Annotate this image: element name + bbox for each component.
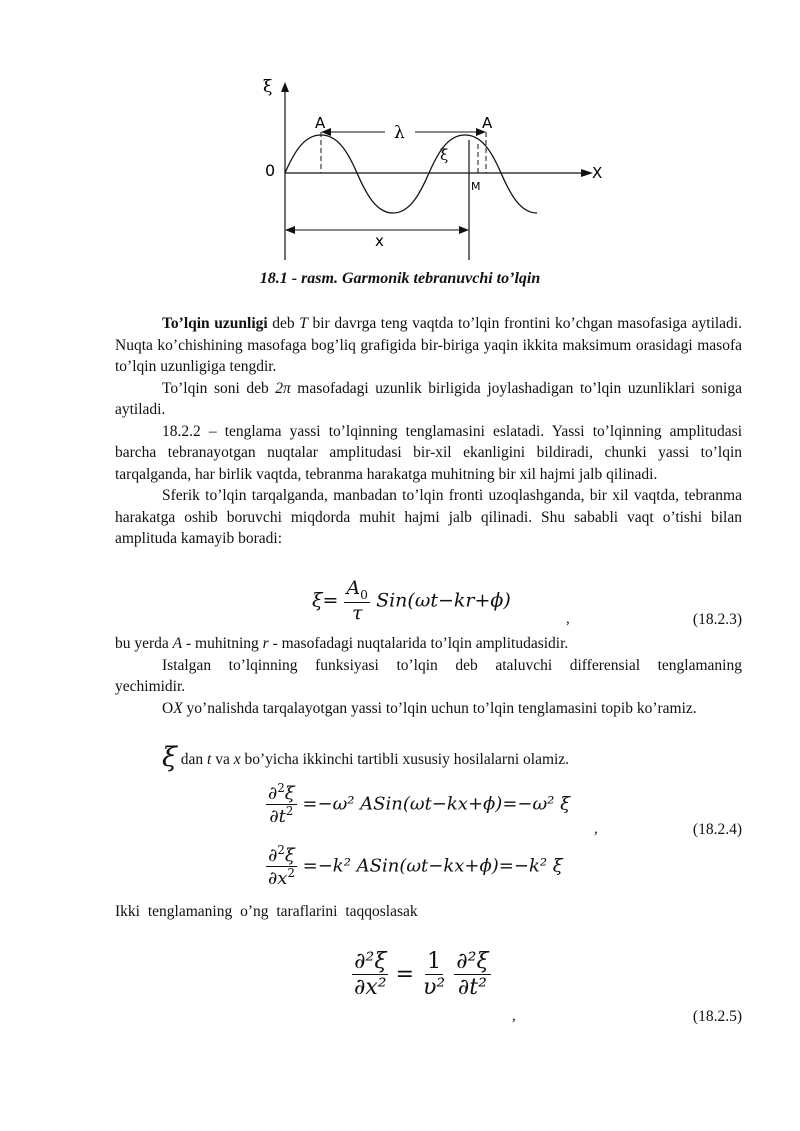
eq4b-numerator [266, 844, 297, 867]
paragraph-spherical-wave: Sferik to’lqin tarqalganda, manbadan to’lqin fronti uzoqlashganda, bir xil vaqtda, tebranma harakatga oshib boruvchi miqdorda muhit hajmi jalb qilinadi. Shu sababli vaqt o’tishi bilan amplituda kamayib boradi: [115, 487, 742, 547]
para8-var-x: x [233, 751, 241, 768]
x-span-label: x [375, 232, 384, 250]
equation-18-2-5 [352, 950, 491, 1000]
para1-text-1: deb [267, 315, 300, 332]
eq4-comma: , [594, 821, 598, 837]
eq5-middle-num: 1 [427, 949, 442, 974]
paragraph-amplitude-note [115, 633, 742, 655]
para7-var-x: X [173, 699, 183, 717]
eq4a-fraction [266, 782, 297, 827]
para7-text-1: O [162, 699, 174, 717]
eq4b-num-xi: ξ [284, 845, 295, 866]
eq4a-den-sup: 2 [285, 803, 294, 818]
eq5-equals: = [395, 962, 415, 988]
x-axis-label: X [592, 164, 603, 182]
xi-symbol: ξ [162, 742, 177, 773]
y-axis-label: ξ [263, 78, 273, 97]
para8-var-t: t [207, 751, 212, 768]
paragraph-wavelength [115, 313, 742, 378]
eq3-denominator: τ [351, 602, 363, 625]
eq3-num-a: A [346, 577, 361, 599]
eq3-comma: , [566, 611, 570, 627]
eq4a-num-sup: 2 [277, 781, 285, 795]
para5-text-2: - muhitning [182, 635, 263, 652]
para5-text-1: bu yerda [115, 635, 173, 652]
figure-caption: 18.1 - rasm. Garmonik tebranuvchi to’lqin [259, 270, 541, 287]
origin-label: 0 [265, 161, 276, 180]
eq5-left-fraction [352, 950, 389, 1000]
para8-text-2: va [211, 751, 234, 768]
eq4a-num-xi: ξ [284, 783, 295, 804]
point-a-left-label: A [315, 114, 326, 132]
eq4-number: (18.2.4) [692, 821, 742, 838]
para2-text-2: masofadagi uzunlik birligida joylashadigan to’lqin uzunliklari soniga aytiladi. [115, 379, 742, 418]
eq5-left-den: ∂x² [354, 975, 387, 1001]
eq3-numerator [344, 578, 370, 603]
eq4a-denominator [267, 805, 295, 828]
eq5-left-num: ∂²ξ [354, 949, 387, 974]
term-wavelength: To’lqin uzunligi [162, 315, 268, 332]
x-span-arrow-right [459, 226, 469, 234]
eq3-lhs: ξ= [312, 589, 339, 612]
eq5-number: (18.2.5) [692, 1008, 742, 1025]
para1-var-t: T [299, 315, 308, 332]
para7-text-2: yo’nalishda tarqalayotgan yassi to’lqin uchun to’lqin tenglamasini topib ko’ramiz. [182, 699, 697, 717]
para2-text-1: To’lqin soni deb [162, 379, 276, 397]
eq3-fraction [344, 578, 370, 625]
eq5-right-den: ∂t² [457, 975, 487, 1001]
para8-text-1: dan [176, 751, 208, 768]
paragraph-wave-number [115, 378, 742, 421]
eq5-middle-fraction [421, 950, 447, 1000]
point-a-right-label: A [482, 114, 493, 132]
paragraph-plane-wave: 18.2.2 – tenglama yassi to’lqinning tenglamasini eslatadi. Yassi to’lqinning amplitudasi barcha tebranayotgan nuqtalar amplitudasi bir-xil ekanligini bildiradi, chunki yassi to’lqin tarqalganda, har birlik vaqtda, tebranma harakatga muhitning bir xil hajmi jalb qilinadi. [115, 422, 742, 483]
eq3-number: (18.2.3) [692, 611, 742, 628]
paragraph-wave-function: Istalgan to’lqinning funksiyasi to’lqin deb ataluvchi differensial tenglamaning yechimidir. [115, 656, 742, 695]
eq4a-rhs: =−ω² ASin(ωt−kx+ϕ)=−ω² ξ [302, 793, 571, 815]
eq5-comma: , [512, 1008, 516, 1024]
para2-var-2pi: 2π [275, 379, 291, 397]
eq5-middle-den: υ² [423, 975, 446, 1001]
eq4a-numerator [266, 782, 297, 805]
x-span-arrow-left [285, 226, 295, 234]
paragraph-ox-direction [115, 698, 742, 720]
eq3-rhs: Sin(ωt−kr+ϕ) [376, 589, 511, 612]
eq4b-fraction [266, 844, 297, 889]
para5-var-r: r [262, 635, 269, 652]
paragraph-partial-derivatives [162, 742, 569, 773]
eq4b-num-sup: 2 [277, 843, 285, 857]
equation-18-2-4-time [266, 782, 570, 827]
eq5-right-num: ∂²ξ [456, 949, 489, 974]
eq4b-den-sup: 2 [287, 865, 295, 880]
eq4b-denominator [266, 867, 297, 890]
text-block-1 [115, 313, 742, 550]
eq4b-partial: ∂ [268, 845, 278, 866]
eq5-right-fraction [454, 950, 490, 1000]
paragraph-compare: Ikki tenglamaning o’ng taraflarini taqqoslasak [115, 903, 418, 920]
m-label: M [471, 180, 481, 193]
text-block-2 [115, 633, 742, 719]
y-axis-arrow [281, 82, 289, 92]
sine-wave [285, 135, 537, 213]
eq4a-partial: ∂ [268, 783, 278, 804]
equation-18-2-4-space [266, 844, 563, 889]
para8-text-3: bo’yicha ikkinchi tartibli xususiy hosilalarni olamiz. [240, 751, 570, 768]
para1-text-2: bir davrga teng vaqtda to’lqin frontini ko’chgan masofasiga aytiladi. Nuqta ko’chishining masofaga bog’liq grafigida bir-biriga yaqin ikkita maksimum orasidagi masofa to’lqin uzunligiga tengdir. [115, 315, 742, 375]
para5-var-a: A [172, 635, 183, 652]
eq4b-rhs: =−k² ASin(ωt−kx+ϕ)=−k² ξ [302, 855, 563, 877]
equation-18-2-3 [312, 578, 511, 625]
lambda-label: λ [394, 123, 405, 143]
wave-figure [255, 78, 615, 268]
para5-text-3: - masofadagi nuqtalarida to’lqin amplitudasidir. [268, 635, 569, 652]
xi-label: ξ [440, 146, 449, 164]
eq4b-den-dx: ∂x [268, 867, 288, 889]
eq4a-den-dt: ∂t [269, 805, 286, 827]
eq3-num-sub: 0 [360, 587, 369, 602]
